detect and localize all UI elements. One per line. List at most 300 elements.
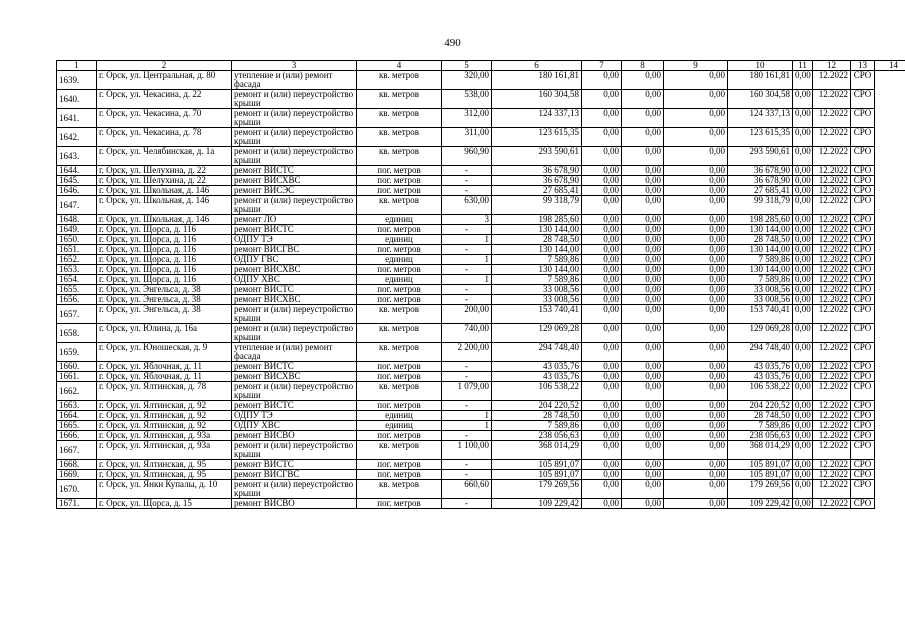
cell-fund-federal: 0,00 bbox=[582, 109, 622, 128]
cell-fund-local: 0,00 bbox=[664, 90, 728, 109]
cell-total-cost: 153 740,41 bbox=[492, 305, 582, 324]
cell-address: г. Орск, ул. Ялтинская, д. 95 bbox=[97, 460, 232, 470]
cell-fund-regional: 0,00 bbox=[622, 421, 664, 431]
cell-address: г. Орск, ул. Школьная, д. 146 bbox=[97, 215, 232, 225]
cell-completion-date: 12.2022 bbox=[813, 265, 851, 275]
cell-fund-local: 0,00 bbox=[664, 295, 728, 305]
cell-completion-date: 12.2022 bbox=[813, 275, 851, 285]
column-header: 14 bbox=[875, 61, 905, 71]
cell-address: г. Орск, ул. Ялтинская, д. 78 bbox=[97, 382, 232, 401]
cell-row-number: 1648. bbox=[57, 215, 97, 225]
cell-fund-local: 0,00 bbox=[664, 225, 728, 235]
cell-method: СРО bbox=[851, 166, 875, 176]
cell-fund-federal: 0,00 bbox=[582, 401, 622, 411]
cell-address: г. Орск, ул. Школьная, д. 146 bbox=[97, 196, 232, 215]
cell-specific-cost: 0,00 bbox=[793, 90, 813, 109]
cell-specific-cost: 0,00 bbox=[793, 431, 813, 441]
cell-specific-cost: 0,00 bbox=[793, 235, 813, 245]
cell-fund-local: 0,00 bbox=[664, 470, 728, 480]
cell-unit: пог. метров bbox=[357, 225, 442, 235]
table-row bbox=[57, 176, 905, 186]
cell-fund-local: 0,00 bbox=[664, 480, 728, 499]
cell-work-type: ОДПУ ТЭ bbox=[232, 411, 357, 421]
table-row bbox=[57, 235, 905, 245]
column-header: 10 bbox=[728, 61, 793, 71]
cell-completion-date: 12.2022 bbox=[813, 109, 851, 128]
cell-volume: 312,00 bbox=[442, 109, 492, 128]
cell-work-type: ремонт ВИСВО bbox=[232, 431, 357, 441]
cell-fund-local: 0,00 bbox=[664, 196, 728, 215]
cell-fund-owners: 28 748,50 bbox=[728, 235, 793, 245]
cell-method: СРО bbox=[851, 470, 875, 480]
table-row bbox=[57, 109, 905, 128]
cell-total-cost: 368 014,29 bbox=[492, 441, 582, 460]
cell-fund-federal: 0,00 bbox=[582, 470, 622, 480]
cell-specific-cost: 0,00 bbox=[793, 441, 813, 460]
table-row bbox=[57, 295, 905, 305]
cell-fund-local: 0,00 bbox=[664, 411, 728, 421]
cell-volume: - bbox=[442, 245, 492, 255]
table-row bbox=[57, 480, 905, 499]
cell-volume: - bbox=[442, 460, 492, 470]
cell-volume: 2 200,00 bbox=[442, 343, 492, 362]
cell-address: г. Орск, ул. Школьная, д. 146 bbox=[97, 186, 232, 196]
cell-method: СРО bbox=[851, 245, 875, 255]
cell-total-cost: 293 590,61 bbox=[492, 147, 582, 166]
cell-row-number: 1650. bbox=[57, 235, 97, 245]
cell-fund-owners: 124 337,13 bbox=[728, 109, 793, 128]
cell-work-type: ремонт ВИСХВС bbox=[232, 372, 357, 382]
cell-work-type: ремонт и (или) переустройство крыши bbox=[232, 196, 357, 215]
cell-method: СРО bbox=[851, 128, 875, 147]
cell-specific-cost: 0,00 bbox=[793, 480, 813, 499]
cell-work-type: ОДПУ ХВС bbox=[232, 275, 357, 285]
cell-fund-local: 0,00 bbox=[664, 372, 728, 382]
cell-fund-owners: 33 008,56 bbox=[728, 295, 793, 305]
cell-fund-local: 0,00 bbox=[664, 215, 728, 225]
cell-work-type: ремонт и (или) переустройство крыши bbox=[232, 305, 357, 324]
table-row bbox=[57, 255, 905, 265]
cell-row-number: 1640. bbox=[57, 90, 97, 109]
cell-completion-date: 12.2022 bbox=[813, 421, 851, 431]
cell-total-cost: 109 229,42 bbox=[492, 499, 582, 509]
cell-completion-date: 12.2022 bbox=[813, 401, 851, 411]
cell-address: г. Орск, ул. Ялтинская, д. 92 bbox=[97, 411, 232, 421]
cell-row-number: 1667. bbox=[57, 441, 97, 460]
cell-fund-owners: 7 589,86 bbox=[728, 421, 793, 431]
cell-unit: кв. метров bbox=[357, 90, 442, 109]
cell-fund-regional: 0,00 bbox=[622, 382, 664, 401]
cell-unit: кв. метров bbox=[357, 441, 442, 460]
cell-fund-regional: 0,00 bbox=[622, 305, 664, 324]
cell-fund-federal: 0,00 bbox=[582, 71, 622, 90]
cell-row-number: 1671. bbox=[57, 499, 97, 509]
cell-total-cost: 106 538,22 bbox=[492, 382, 582, 401]
cell-fund-regional: 0,00 bbox=[622, 431, 664, 441]
cell-specific-cost: 0,00 bbox=[793, 324, 813, 343]
cell-row-number: 1641. bbox=[57, 109, 97, 128]
column-header: 4 bbox=[357, 61, 442, 71]
cell-completion-date: 12.2022 bbox=[813, 147, 851, 166]
cell-address: г. Орск, ул. Щорса, д. 116 bbox=[97, 245, 232, 255]
cell-unit: единиц bbox=[357, 215, 442, 225]
cell-method: СРО bbox=[851, 431, 875, 441]
cell-completion-date: 12.2022 bbox=[813, 372, 851, 382]
cell-total-cost: 36 678,90 bbox=[492, 166, 582, 176]
table-row bbox=[57, 275, 905, 285]
cell-fund-local: 0,00 bbox=[664, 421, 728, 431]
cell-specific-cost: 0,00 bbox=[793, 470, 813, 480]
column-header: 12 bbox=[813, 61, 851, 71]
cell-fund-federal: 0,00 bbox=[582, 166, 622, 176]
cell-volume: 538,00 bbox=[442, 90, 492, 109]
cell-specific-cost: 0,00 bbox=[793, 71, 813, 90]
cell-fund-regional: 0,00 bbox=[622, 441, 664, 460]
cell-method: СРО bbox=[851, 499, 875, 509]
cell-work-type: ремонт ВИСТС bbox=[232, 285, 357, 295]
cell-specific-cost: 0,00 bbox=[793, 225, 813, 235]
table-row bbox=[57, 147, 905, 166]
cell-unit: кв. метров bbox=[357, 109, 442, 128]
cell-address: г. Орск, ул. Щорса, д. 116 bbox=[97, 265, 232, 275]
cell-fund-owners: 180 161,81 bbox=[728, 71, 793, 90]
cell-fund-regional: 0,00 bbox=[622, 109, 664, 128]
cell-volume: 660,60 bbox=[442, 480, 492, 499]
cell-unit: пог. метров bbox=[357, 176, 442, 186]
cell-fund-federal: 0,00 bbox=[582, 411, 622, 421]
cell-fund-owners: 368 014,29 bbox=[728, 441, 793, 460]
cell-fund-local: 0,00 bbox=[664, 235, 728, 245]
cell-total-cost: 7 589,86 bbox=[492, 275, 582, 285]
cell-method: СРО bbox=[851, 460, 875, 470]
cell-completion-date: 12.2022 bbox=[813, 324, 851, 343]
cell-specific-cost: 0,00 bbox=[793, 401, 813, 411]
cell-fund-local: 0,00 bbox=[664, 382, 728, 401]
cell-unit: единиц bbox=[357, 411, 442, 421]
cell-fund-federal: 0,00 bbox=[582, 431, 622, 441]
cell-completion-date: 12.2022 bbox=[813, 441, 851, 460]
cell-specific-cost: 0,00 bbox=[793, 128, 813, 147]
cell-fund-local: 0,00 bbox=[664, 71, 728, 90]
table-row bbox=[57, 305, 905, 324]
cell-completion-date: 12.2022 bbox=[813, 499, 851, 509]
cell-total-cost: 238 056,63 bbox=[492, 431, 582, 441]
cell-address: г. Орск, ул. Щорса, д. 15 bbox=[97, 499, 232, 509]
cell-work-type: ремонт ЛО bbox=[232, 215, 357, 225]
cell-volume: 311,00 bbox=[442, 128, 492, 147]
table-row bbox=[57, 343, 905, 362]
cell-fund-owners: 99 318,79 bbox=[728, 196, 793, 215]
cell-row-number: 1649. bbox=[57, 225, 97, 235]
cell-fund-owners: 204 220,52 bbox=[728, 401, 793, 411]
cell-method: СРО bbox=[851, 441, 875, 460]
cell-method: СРО bbox=[851, 90, 875, 109]
cell-work-type: ремонт ВИСТС bbox=[232, 166, 357, 176]
cell-work-type: ремонт и (или) переустройство крыши bbox=[232, 147, 357, 166]
cell-fund-owners: 130 144,00 bbox=[728, 225, 793, 235]
cell-total-cost: 33 008,56 bbox=[492, 295, 582, 305]
cell-address: г. Орск, ул. Челябинская, д. 1а bbox=[97, 147, 232, 166]
cell-completion-date: 12.2022 bbox=[813, 382, 851, 401]
cell-total-cost: 28 748,50 bbox=[492, 411, 582, 421]
cell-row-number: 1652. bbox=[57, 255, 97, 265]
table-row bbox=[57, 265, 905, 275]
column-header: 8 bbox=[622, 61, 664, 71]
cell-specific-cost: 0,00 bbox=[793, 382, 813, 401]
cell-work-type: ремонт ВИСЭС bbox=[232, 186, 357, 196]
cell-work-type: ремонт ВИСГВС bbox=[232, 470, 357, 480]
cell-volume: - bbox=[442, 372, 492, 382]
cell-row-number: 1659. bbox=[57, 343, 97, 362]
cell-method: СРО bbox=[851, 147, 875, 166]
cell-unit: единиц bbox=[357, 235, 442, 245]
cell-unit: пог. метров bbox=[357, 372, 442, 382]
cell-fund-federal: 0,00 bbox=[582, 343, 622, 362]
cell-fund-owners: 293 590,61 bbox=[728, 147, 793, 166]
table-row bbox=[57, 372, 905, 382]
cell-fund-regional: 0,00 bbox=[622, 499, 664, 509]
column-number-row bbox=[57, 61, 905, 71]
cell-fund-owners: 130 144,00 bbox=[728, 265, 793, 275]
cell-fund-owners: 129 069,28 bbox=[728, 324, 793, 343]
cell-method: СРО bbox=[851, 71, 875, 90]
cell-volume: 1 bbox=[442, 275, 492, 285]
cell-volume: 960,90 bbox=[442, 147, 492, 166]
cell-unit: пог. метров bbox=[357, 431, 442, 441]
cell-work-type: ремонт и (или) переустройство крыши bbox=[232, 109, 357, 128]
cell-address: г. Орск, ул. Ялтинская, д. 93а bbox=[97, 441, 232, 460]
cell-completion-date: 12.2022 bbox=[813, 225, 851, 235]
cell-fund-local: 0,00 bbox=[664, 285, 728, 295]
cell-fund-federal: 0,00 bbox=[582, 147, 622, 166]
cell-address: г. Орск, ул. Щорса, д. 116 bbox=[97, 225, 232, 235]
cell-fund-local: 0,00 bbox=[664, 245, 728, 255]
cell-total-cost: 130 144,00 bbox=[492, 245, 582, 255]
cell-fund-regional: 0,00 bbox=[622, 401, 664, 411]
cell-completion-date: 12.2022 bbox=[813, 196, 851, 215]
cell-method: СРО bbox=[851, 265, 875, 275]
cell-fund-local: 0,00 bbox=[664, 343, 728, 362]
cell-address: г. Орск, ул. Щорса, д. 116 bbox=[97, 255, 232, 265]
cell-total-cost: 129 069,28 bbox=[492, 324, 582, 343]
cell-unit: пог. метров bbox=[357, 401, 442, 411]
cell-fund-owners: 109 229,42 bbox=[728, 499, 793, 509]
cell-volume: 1 bbox=[442, 411, 492, 421]
table-row bbox=[57, 499, 905, 509]
table-row bbox=[57, 441, 905, 460]
cell-row-number: 1668. bbox=[57, 460, 97, 470]
cell-fund-local: 0,00 bbox=[664, 128, 728, 147]
cell-volume: - bbox=[442, 295, 492, 305]
cell-specific-cost: 0,00 bbox=[793, 295, 813, 305]
cell-fund-federal: 0,00 bbox=[582, 275, 622, 285]
cell-fund-federal: 0,00 bbox=[582, 295, 622, 305]
cell-specific-cost: 0,00 bbox=[793, 362, 813, 372]
cell-fund-federal: 0,00 bbox=[582, 421, 622, 431]
cell-method: СРО bbox=[851, 186, 875, 196]
cell-unit: единиц bbox=[357, 255, 442, 265]
cell-fund-federal: 0,00 bbox=[582, 235, 622, 245]
cell-fund-regional: 0,00 bbox=[622, 176, 664, 186]
table-row bbox=[57, 90, 905, 109]
cell-volume: 1 bbox=[442, 235, 492, 245]
cell-method: СРО bbox=[851, 401, 875, 411]
cell-method: СРО bbox=[851, 343, 875, 362]
cell-work-type: ремонт и (или) переустройство крыши bbox=[232, 324, 357, 343]
cell-row-number: 1663. bbox=[57, 401, 97, 411]
cell-completion-date: 12.2022 bbox=[813, 71, 851, 90]
cell-fund-owners: 43 035,76 bbox=[728, 362, 793, 372]
cell-method: СРО bbox=[851, 372, 875, 382]
table-row bbox=[57, 196, 905, 215]
cell-fund-regional: 0,00 bbox=[622, 245, 664, 255]
cell-unit: пог. метров bbox=[357, 362, 442, 372]
cell-method: СРО bbox=[851, 275, 875, 285]
cell-volume: 200,00 bbox=[442, 305, 492, 324]
cell-fund-federal: 0,00 bbox=[582, 362, 622, 372]
cell-fund-federal: 0,00 bbox=[582, 460, 622, 470]
cell-row-number: 1643. bbox=[57, 147, 97, 166]
table-row bbox=[57, 401, 905, 411]
cell-row-number: 1657. bbox=[57, 305, 97, 324]
cell-fund-local: 0,00 bbox=[664, 324, 728, 343]
cell-total-cost: 180 161,81 bbox=[492, 71, 582, 90]
cell-fund-federal: 0,00 bbox=[582, 499, 622, 509]
cell-address: г. Орск, ул. Юношеская, д. 9 bbox=[97, 343, 232, 362]
cell-unit: пог. метров bbox=[357, 285, 442, 295]
cell-volume: - bbox=[442, 499, 492, 509]
cell-address: г. Орск, ул. Ялтинская, д. 93а bbox=[97, 431, 232, 441]
cell-unit: кв. метров bbox=[357, 343, 442, 362]
cell-fund-federal: 0,00 bbox=[582, 382, 622, 401]
cell-method: СРО bbox=[851, 295, 875, 305]
cell-fund-federal: 0,00 bbox=[582, 128, 622, 147]
column-header: 1 bbox=[57, 61, 97, 71]
cell-fund-regional: 0,00 bbox=[622, 480, 664, 499]
cell-specific-cost: 0,00 bbox=[793, 460, 813, 470]
cell-address: г. Орск, ул. Яблочная, д. 11 bbox=[97, 362, 232, 372]
cell-volume: 3 bbox=[442, 215, 492, 225]
cell-method: СРО bbox=[851, 362, 875, 372]
cell-fund-federal: 0,00 bbox=[582, 480, 622, 499]
cell-address: г. Орск, ул. Чекасина, д. 78 bbox=[97, 128, 232, 147]
cell-address: г. Орск, ул. Чекасина, д. 70 bbox=[97, 109, 232, 128]
cell-completion-date: 12.2022 bbox=[813, 166, 851, 176]
cell-row-number: 1646. bbox=[57, 186, 97, 196]
cell-fund-regional: 0,00 bbox=[622, 215, 664, 225]
cell-method: СРО bbox=[851, 235, 875, 245]
cell-total-cost: 123 615,35 bbox=[492, 128, 582, 147]
cell-fund-federal: 0,00 bbox=[582, 90, 622, 109]
cell-unit: кв. метров bbox=[357, 71, 442, 90]
table-row bbox=[57, 128, 905, 147]
cell-method: СРО bbox=[851, 421, 875, 431]
cell-row-number: 1654. bbox=[57, 275, 97, 285]
cell-volume: - bbox=[442, 401, 492, 411]
cell-fund-local: 0,00 bbox=[664, 109, 728, 128]
cell-row-number: 1670. bbox=[57, 480, 97, 499]
cell-volume: - bbox=[442, 186, 492, 196]
cell-fund-regional: 0,00 bbox=[622, 411, 664, 421]
cell-fund-owners: 153 740,41 bbox=[728, 305, 793, 324]
cell-fund-regional: 0,00 bbox=[622, 470, 664, 480]
cell-fund-regional: 0,00 bbox=[622, 225, 664, 235]
column-header: 7 bbox=[582, 61, 622, 71]
cell-unit: кв. метров bbox=[357, 382, 442, 401]
column-header: 5 bbox=[442, 61, 492, 71]
cell-work-type: ремонт ВИСТС bbox=[232, 225, 357, 235]
page-number: 490 bbox=[444, 37, 461, 49]
cell-fund-regional: 0,00 bbox=[622, 255, 664, 265]
cell-total-cost: 105 891,07 bbox=[492, 470, 582, 480]
cell-row-number: 1658. bbox=[57, 324, 97, 343]
cell-work-type: ОДПУ ХВС bbox=[232, 421, 357, 431]
column-header: 11 bbox=[793, 61, 813, 71]
cell-specific-cost: 0,00 bbox=[793, 265, 813, 275]
table-row bbox=[57, 431, 905, 441]
cell-volume: - bbox=[442, 362, 492, 372]
table-row bbox=[57, 215, 905, 225]
cell-fund-regional: 0,00 bbox=[622, 324, 664, 343]
cell-fund-local: 0,00 bbox=[664, 401, 728, 411]
cell-work-type: ремонт и (или) переустройство крыши bbox=[232, 382, 357, 401]
cell-unit: пог. метров bbox=[357, 460, 442, 470]
cell-volume: - bbox=[442, 176, 492, 186]
cell-row-number: 1665. bbox=[57, 421, 97, 431]
cell-fund-federal: 0,00 bbox=[582, 176, 622, 186]
cell-fund-local: 0,00 bbox=[664, 362, 728, 372]
cell-row-number: 1655. bbox=[57, 285, 97, 295]
cell-fund-regional: 0,00 bbox=[622, 235, 664, 245]
cell-completion-date: 12.2022 bbox=[813, 431, 851, 441]
cell-unit: кв. метров bbox=[357, 196, 442, 215]
cell-unit: кв. метров bbox=[357, 128, 442, 147]
cell-total-cost: 43 035,76 bbox=[492, 362, 582, 372]
table-row bbox=[57, 362, 905, 372]
cell-fund-owners: 28 748,50 bbox=[728, 411, 793, 421]
cell-fund-owners: 160 304,58 bbox=[728, 90, 793, 109]
cell-volume: - bbox=[442, 265, 492, 275]
cell-address: г. Орск, ул. Чекасина, д. 22 bbox=[97, 90, 232, 109]
cell-specific-cost: 0,00 bbox=[793, 421, 813, 431]
cell-total-cost: 27 685,41 bbox=[492, 186, 582, 196]
cell-volume: 1 079,00 bbox=[442, 382, 492, 401]
cell-total-cost: 33 008,56 bbox=[492, 285, 582, 295]
cell-total-cost: 7 589,86 bbox=[492, 421, 582, 431]
cell-work-type: утепление и (или) ремонт фасада bbox=[232, 71, 357, 90]
cell-address: г. Орск, ул. Ялтинская, д. 92 bbox=[97, 421, 232, 431]
cell-unit: пог. метров bbox=[357, 186, 442, 196]
cell-address: г. Орск, ул. Янки Купалы, д. 10 bbox=[97, 480, 232, 499]
cell-total-cost: 105 891,07 bbox=[492, 460, 582, 470]
cell-fund-federal: 0,00 bbox=[582, 441, 622, 460]
cell-unit: кв. метров bbox=[357, 324, 442, 343]
cell-total-cost: 36 678,90 bbox=[492, 176, 582, 186]
table-row bbox=[57, 324, 905, 343]
cell-specific-cost: 0,00 bbox=[793, 499, 813, 509]
cell-address: г. Орск, ул. Шелухина, д. 22 bbox=[97, 176, 232, 186]
column-header: 2 bbox=[97, 61, 232, 71]
cell-work-type: ремонт ВИСХВС bbox=[232, 295, 357, 305]
cell-work-type: утепление и (или) ремонт фасада bbox=[232, 343, 357, 362]
cell-fund-owners: 43 035,76 bbox=[728, 372, 793, 382]
cell-volume: 1 bbox=[442, 255, 492, 265]
cell-row-number: 1661. bbox=[57, 372, 97, 382]
column-header: 3 bbox=[232, 61, 357, 71]
table-row bbox=[57, 460, 905, 470]
cell-method: СРО bbox=[851, 324, 875, 343]
cell-fund-regional: 0,00 bbox=[622, 265, 664, 275]
